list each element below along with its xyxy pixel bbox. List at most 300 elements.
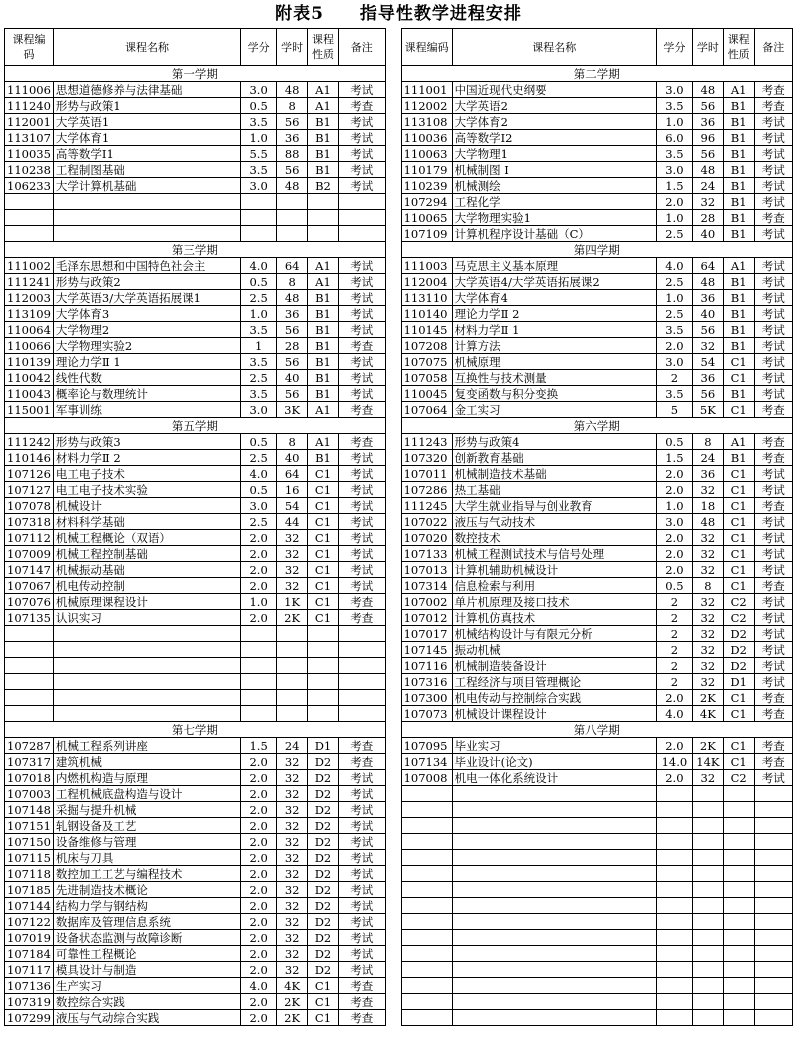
course-code: 110145 <box>401 322 452 338</box>
course-row <box>5 818 793 834</box>
course-code: 110065 <box>401 210 452 226</box>
course-name: 计算机辅助机械设计 <box>452 562 656 578</box>
course-type: A1 <box>308 402 339 418</box>
course-credit <box>241 706 277 722</box>
course-code: 107020 <box>401 530 452 546</box>
course-code: 107318 <box>5 514 54 530</box>
course-type: B1 <box>308 386 339 402</box>
course-code: 111240 <box>5 98 54 114</box>
course-note <box>754 930 792 946</box>
column-divider <box>385 354 401 370</box>
course-credit: 1.0 <box>241 594 277 610</box>
course-hours: 40 <box>692 226 723 242</box>
course-credit: 3.0 <box>241 402 277 418</box>
course-row <box>5 82 793 98</box>
column-divider <box>385 418 401 434</box>
course-hours: 32 <box>692 674 723 690</box>
course-name: 机械工程系列讲座 <box>53 738 240 754</box>
course-name: 马克思主义基本原理 <box>452 258 656 274</box>
course-row <box>5 850 793 866</box>
course-row <box>5 882 793 898</box>
course-hours: 4K <box>277 978 308 994</box>
course-code <box>401 914 452 930</box>
column-divider <box>385 98 401 114</box>
course-code: 107185 <box>5 882 54 898</box>
course-credit: 3.5 <box>656 322 692 338</box>
column-divider <box>385 642 401 658</box>
course-hours: 32 <box>277 834 308 850</box>
course-note <box>338 226 385 242</box>
course-name: 大学物理2 <box>53 322 240 338</box>
course-type: B1 <box>308 450 339 466</box>
course-hours <box>277 658 308 674</box>
course-credit <box>241 690 277 706</box>
course-type: B1 <box>723 386 754 402</box>
course-type <box>723 802 754 818</box>
course-code: 113110 <box>401 290 452 306</box>
course-name: 大学英语2 <box>452 98 656 114</box>
course-credit <box>656 914 692 930</box>
course-credit: 2.0 <box>656 690 692 706</box>
course-note: 考查 <box>754 434 792 450</box>
course-hours: 40 <box>277 450 308 466</box>
course-code: 110239 <box>401 178 452 194</box>
course-hours <box>277 706 308 722</box>
column-divider <box>385 370 401 386</box>
course-type: B1 <box>308 338 339 354</box>
course-code: 107022 <box>401 514 452 530</box>
course-credit: 3.0 <box>241 178 277 194</box>
course-name: 材料科学基础 <box>53 514 240 530</box>
header-hours: 学时 <box>277 29 308 66</box>
course-credit: 5.5 <box>241 146 277 162</box>
column-divider <box>385 674 401 690</box>
course-name: 机械制造装备设计 <box>452 658 656 674</box>
course-note: 考查 <box>754 98 792 114</box>
course-row <box>5 1010 793 1026</box>
course-hours: 44 <box>277 514 308 530</box>
course-note: 考试 <box>754 386 792 402</box>
course-hours: 8 <box>692 578 723 594</box>
column-divider <box>385 338 401 354</box>
course-credit: 3.0 <box>656 354 692 370</box>
course-name: 互换性与技术测量 <box>452 370 656 386</box>
course-row <box>5 370 793 386</box>
course-hours <box>692 914 723 930</box>
course-hours: 32 <box>277 546 308 562</box>
course-code: 107109 <box>401 226 452 242</box>
course-type <box>308 642 339 658</box>
course-name: 大学英语3/大学英语拓展课1 <box>53 290 240 306</box>
course-hours <box>692 866 723 882</box>
header-name: 课程名称 <box>53 29 240 66</box>
course-hours: 56 <box>692 146 723 162</box>
course-credit: 2 <box>656 674 692 690</box>
semester-row <box>5 242 793 258</box>
column-divider <box>385 450 401 466</box>
course-hours: 48 <box>692 82 723 98</box>
course-name <box>452 978 656 994</box>
course-credit: 1.0 <box>656 210 692 226</box>
course-note: 考试 <box>338 834 385 850</box>
column-divider <box>385 658 401 674</box>
course-row <box>5 178 793 194</box>
course-type: D2 <box>308 866 339 882</box>
course-credit: 1.0 <box>656 498 692 514</box>
column-divider <box>385 786 401 802</box>
course-hours: 32 <box>277 562 308 578</box>
course-name: 机械原理课程设计 <box>53 594 240 610</box>
course-note <box>754 994 792 1010</box>
course-credit: 2 <box>656 642 692 658</box>
column-divider <box>385 834 401 850</box>
column-divider <box>385 546 401 562</box>
course-hours: 56 <box>692 386 723 402</box>
course-note: 考试 <box>338 466 385 482</box>
course-credit: 3.0 <box>656 162 692 178</box>
course-note <box>754 1010 792 1026</box>
course-name: 液压与气动技术 <box>452 514 656 530</box>
course-name: 大学物理实验2 <box>53 338 240 354</box>
course-name <box>53 226 240 242</box>
course-name: 机械工程控制基础 <box>53 546 240 562</box>
course-credit <box>241 642 277 658</box>
course-note: 考试 <box>338 962 385 978</box>
course-note: 考试 <box>754 466 792 482</box>
course-note <box>754 898 792 914</box>
course-type: A1 <box>723 434 754 450</box>
course-hours: 32 <box>277 530 308 546</box>
course-credit: 3.0 <box>656 514 692 530</box>
course-hours: 54 <box>692 354 723 370</box>
course-note: 考试 <box>754 322 792 338</box>
column-divider <box>385 962 401 978</box>
course-credit: 2.0 <box>241 754 277 770</box>
course-type <box>308 226 339 242</box>
course-code: 107127 <box>5 482 54 498</box>
course-code: 110146 <box>5 450 54 466</box>
course-credit: 2.0 <box>241 546 277 562</box>
course-name <box>53 690 240 706</box>
course-type: C1 <box>723 482 754 498</box>
course-hours: 32 <box>277 946 308 962</box>
course-name: 形势与政策2 <box>53 274 240 290</box>
course-name: 电工电子技术实验 <box>53 482 240 498</box>
course-name: 数据库及管理信息系统 <box>53 914 240 930</box>
course-type: C1 <box>723 546 754 562</box>
course-type <box>723 882 754 898</box>
course-type: C1 <box>723 562 754 578</box>
course-note: 考试 <box>338 850 385 866</box>
course-hours <box>692 978 723 994</box>
course-code: 111002 <box>5 258 54 274</box>
course-type: C1 <box>723 706 754 722</box>
course-hours <box>692 1010 723 1026</box>
course-note: 考试 <box>754 162 792 178</box>
course-type: D2 <box>308 898 339 914</box>
course-code: 107151 <box>5 818 54 834</box>
course-note <box>338 626 385 642</box>
course-type <box>723 898 754 914</box>
course-note <box>338 706 385 722</box>
column-divider <box>385 226 401 242</box>
course-hours: 28 <box>692 210 723 226</box>
course-code <box>401 818 452 834</box>
course-credit <box>656 930 692 946</box>
course-type: D2 <box>308 834 339 850</box>
course-credit: 2.0 <box>241 530 277 546</box>
course-code: 107122 <box>5 914 54 930</box>
course-note: 考试 <box>338 258 385 274</box>
course-hours: 64 <box>277 258 308 274</box>
course-hours: 56 <box>277 322 308 338</box>
course-hours: 48 <box>692 514 723 530</box>
course-note: 考查 <box>754 402 792 418</box>
course-note: 考试 <box>338 770 385 786</box>
course-type <box>723 930 754 946</box>
course-note: 考试 <box>338 114 385 130</box>
course-note: 考试 <box>338 786 385 802</box>
course-code: 110066 <box>5 338 54 354</box>
course-credit <box>241 658 277 674</box>
course-hours <box>277 626 308 642</box>
course-type <box>723 1010 754 1026</box>
course-type: B1 <box>723 162 754 178</box>
column-divider <box>385 210 401 226</box>
course-code <box>401 994 452 1010</box>
course-name: 大学生就业指导与创业教育 <box>452 498 656 514</box>
course-code: 107148 <box>5 802 54 818</box>
course-credit: 2.0 <box>241 850 277 866</box>
course-type: C2 <box>723 610 754 626</box>
course-row <box>5 834 793 850</box>
course-credit: 2 <box>656 610 692 626</box>
course-row <box>5 978 793 994</box>
course-hours <box>277 210 308 226</box>
course-hours: 32 <box>277 818 308 834</box>
course-hours: 88 <box>277 146 308 162</box>
column-divider <box>385 770 401 786</box>
semester-title: 第一学期 <box>5 66 386 82</box>
column-divider <box>385 930 401 946</box>
course-name: 轧钢设备及工艺 <box>53 818 240 834</box>
course-note <box>754 946 792 962</box>
course-note: 考查 <box>754 578 792 594</box>
column-divider <box>385 1010 401 1026</box>
course-hours: 32 <box>692 626 723 642</box>
course-note: 考试 <box>754 226 792 242</box>
course-code: 107317 <box>5 754 54 770</box>
course-hours: 36 <box>692 114 723 130</box>
course-code: 107118 <box>5 866 54 882</box>
course-hours: 32 <box>692 546 723 562</box>
course-note: 考试 <box>754 194 792 210</box>
course-name: 军事训练 <box>53 402 240 418</box>
course-code: 107115 <box>5 850 54 866</box>
course-type: C1 <box>308 578 339 594</box>
course-row <box>5 258 793 274</box>
course-name <box>452 818 656 834</box>
course-credit: 2.5 <box>241 290 277 306</box>
course-credit <box>241 626 277 642</box>
course-row <box>5 930 793 946</box>
course-credit: 2.0 <box>656 482 692 498</box>
course-type: D1 <box>308 738 339 754</box>
course-note: 考试 <box>338 306 385 322</box>
header-code: 课程编码 <box>401 29 452 66</box>
course-type: C1 <box>723 578 754 594</box>
course-note: 考查 <box>754 706 792 722</box>
course-credit: 3.5 <box>241 354 277 370</box>
course-note: 考查 <box>754 82 792 98</box>
course-note: 考试 <box>338 322 385 338</box>
course-note <box>754 866 792 882</box>
course-name: 大学英语1 <box>53 114 240 130</box>
course-name: 工程化学 <box>452 194 656 210</box>
course-type: B1 <box>723 194 754 210</box>
course-hours: 14K <box>692 754 723 770</box>
course-hours <box>692 994 723 1010</box>
course-type: A1 <box>308 258 339 274</box>
course-type: C2 <box>723 594 754 610</box>
course-type: D2 <box>308 786 339 802</box>
column-divider <box>385 434 401 450</box>
course-hours: 32 <box>692 338 723 354</box>
course-code <box>5 690 54 706</box>
column-divider <box>385 594 401 610</box>
course-name: 复变函数与积分变换 <box>452 386 656 402</box>
course-note: 考试 <box>754 114 792 130</box>
course-hours: 5K <box>692 402 723 418</box>
course-credit: 1.0 <box>656 290 692 306</box>
course-credit <box>656 834 692 850</box>
course-hours: 40 <box>692 306 723 322</box>
course-name: 机械制造技术基础 <box>452 466 656 482</box>
course-name: 大学物理1 <box>452 146 656 162</box>
course-name: 高等数学I1 <box>53 146 240 162</box>
course-type <box>308 658 339 674</box>
column-divider <box>385 754 401 770</box>
course-type: B1 <box>723 178 754 194</box>
course-code <box>401 882 452 898</box>
course-row <box>5 786 793 802</box>
course-hours: 8 <box>692 434 723 450</box>
semester-title: 第四学期 <box>401 242 792 258</box>
course-code: 110063 <box>401 146 452 162</box>
course-type: D2 <box>308 914 339 930</box>
course-hours <box>692 882 723 898</box>
course-name <box>452 850 656 866</box>
course-name <box>452 930 656 946</box>
course-row <box>5 466 793 482</box>
course-row <box>5 354 793 370</box>
course-note: 考试 <box>754 178 792 194</box>
course-row <box>5 594 793 610</box>
course-code <box>401 898 452 914</box>
course-type: B1 <box>723 306 754 322</box>
course-credit: 2.5 <box>241 370 277 386</box>
course-type: B1 <box>723 322 754 338</box>
course-code: 112004 <box>401 274 452 290</box>
course-code: 107112 <box>5 530 54 546</box>
course-hours: 32 <box>277 802 308 818</box>
course-row <box>5 306 793 322</box>
course-hours: 40 <box>277 370 308 386</box>
column-divider <box>385 738 401 754</box>
course-credit: 3.5 <box>656 146 692 162</box>
course-credit <box>241 210 277 226</box>
course-code: 110139 <box>5 354 54 370</box>
course-row <box>5 322 793 338</box>
course-type: C1 <box>723 466 754 482</box>
header-credit: 学分 <box>656 29 692 66</box>
course-note: 考试 <box>338 930 385 946</box>
course-type: D2 <box>723 626 754 642</box>
course-credit: 1.0 <box>241 130 277 146</box>
course-credit <box>241 674 277 690</box>
course-type <box>308 674 339 690</box>
course-credit <box>656 866 692 882</box>
course-hours: 32 <box>277 962 308 978</box>
course-note <box>754 818 792 834</box>
course-credit: 0.5 <box>241 274 277 290</box>
course-type: C1 <box>723 690 754 706</box>
column-divider <box>385 306 401 322</box>
course-type: B1 <box>308 322 339 338</box>
course-code: 110042 <box>5 370 54 386</box>
course-credit: 4.0 <box>241 978 277 994</box>
course-code: 110238 <box>5 162 54 178</box>
column-divider <box>385 994 401 1010</box>
course-credit: 3.0 <box>241 498 277 514</box>
course-code <box>5 194 54 210</box>
course-type: B1 <box>308 114 339 130</box>
course-credit: 2.0 <box>241 914 277 930</box>
course-note <box>754 882 792 898</box>
course-name: 可靠性工程概论 <box>53 946 240 962</box>
course-row <box>5 994 793 1010</box>
course-type: B1 <box>308 146 339 162</box>
course-hours: 32 <box>692 594 723 610</box>
course-note <box>754 802 792 818</box>
course-credit: 2.0 <box>241 578 277 594</box>
course-credit: 4.0 <box>656 258 692 274</box>
course-note: 考试 <box>754 610 792 626</box>
course-note: 考试 <box>754 274 792 290</box>
column-divider <box>385 706 401 722</box>
course-type: D2 <box>308 850 339 866</box>
column-divider <box>385 626 401 642</box>
course-row <box>5 274 793 290</box>
course-row <box>5 482 793 498</box>
course-credit: 1.5 <box>241 738 277 754</box>
course-name: 高等数学I2 <box>452 130 656 146</box>
course-type: D2 <box>308 818 339 834</box>
course-hours: 32 <box>692 530 723 546</box>
course-code: 107314 <box>401 578 452 594</box>
course-note: 考试 <box>338 578 385 594</box>
course-credit: 2.0 <box>241 930 277 946</box>
header-row <box>5 29 793 66</box>
course-hours: 56 <box>277 114 308 130</box>
course-row <box>5 226 793 242</box>
course-note <box>338 674 385 690</box>
course-type: A1 <box>308 82 339 98</box>
course-type: C1 <box>723 402 754 418</box>
course-code <box>5 642 54 658</box>
course-credit: 2.5 <box>656 274 692 290</box>
course-note: 考试 <box>754 658 792 674</box>
